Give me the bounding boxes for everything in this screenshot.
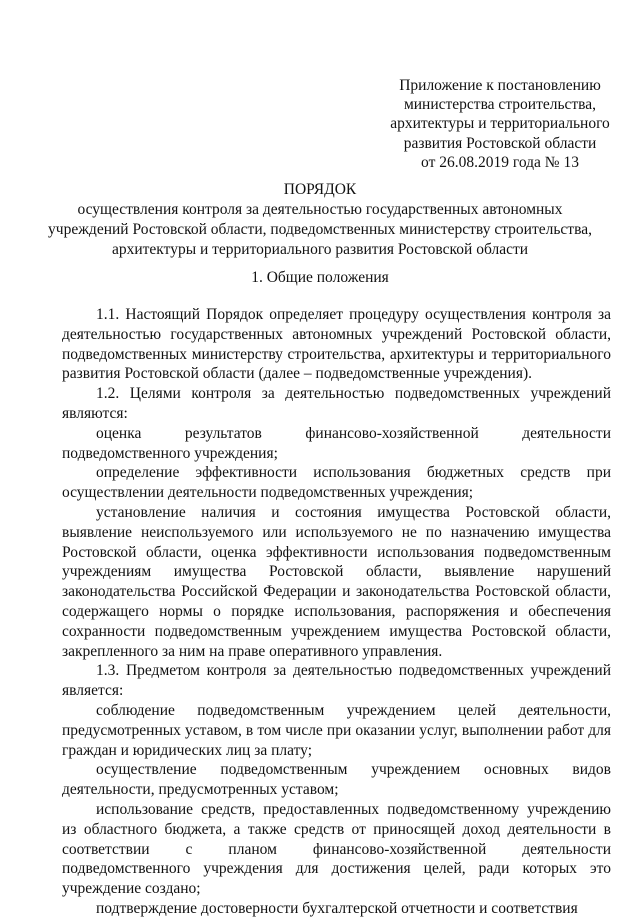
annex-line: Приложение к постановлению bbox=[399, 77, 601, 94]
document-title bbox=[40, 180, 600, 260]
title-heading: ПОРЯДОК bbox=[283, 181, 357, 198]
list-item: использование средств, предоставленных подведомственному учреждению из областного бюджета, а также средств от приносящей доход деятельности в соответствии с планом финансово-хозяйственной деятельности подведомственного учреждения для достижения целей, ради которых это учреждение создано; bbox=[62, 800, 611, 898]
list-item: установление наличия и состояния имущества Ростовской области, выявление неиспользуемого или используемого не по назначению имущества Ростовской области, оценка эффективности использования подведомственным учреждениям имущества Ростовской области, выявление нарушений законодательства Российской Федерации и законодательства Ростовской области, содержащего нормы о порядке использования, распоряжения и обеспечения сохранности подведомственным учреждением имущества Ростовской области, закрепленного за ним на праве оперативного управления. bbox=[62, 503, 611, 660]
paragraph-1-2: 1.2. Целями контроля за деятельностью подведомственных учреждений являются: bbox=[62, 385, 611, 422]
document-body bbox=[62, 305, 611, 919]
title-line: осуществления контроля за деятельностью государственных автономных bbox=[77, 201, 563, 218]
section-heading: 1. Общие положения bbox=[251, 269, 389, 286]
list-item: осуществление подведомственным учреждением основных видов деятельности, предусмотренных уставом; bbox=[62, 761, 611, 799]
title-line: архитектуры и территориального развития Ростовской области bbox=[111, 241, 529, 258]
annex-line: развития Ростовской области bbox=[403, 134, 597, 152]
annex-line: архитектуры и территориального bbox=[390, 115, 610, 133]
paragraph-1-3: 1.3. Предметом контроля за деятельностью подведомственных учреждений является: bbox=[62, 662, 611, 700]
list-item: оценка результатов финансово-хозяйственной деятельности подведомственного учреждения; bbox=[62, 424, 611, 462]
list-item: соблюдение подведомственным учреждением целей деятельности, предусмотренных уставом, в том числе при оказании услуг, выполнении работ для граждан и юридических лиц за плату; bbox=[62, 701, 611, 759]
annex-header bbox=[360, 76, 640, 172]
paragraph-1-1: 1.1. Настоящий Порядок определяет процедуру осуществления контроля за деятельностью государственных автономных учреждений Ростовской области, подведомственных министерству строительства, архитектуры и территориального развития Ростовской области (далее – подведомственные учреждения). bbox=[62, 306, 611, 383]
annex-line: министерства строительства, bbox=[403, 96, 597, 114]
list-item: определение эффективности использования бюджетных средств при осуществлении деятельности подведомственных учреждения; bbox=[62, 464, 611, 502]
title-line: учреждений Ростовской области, подведомственных министерству строительства, bbox=[48, 221, 592, 238]
annex-line: от 26.08.2019 года № 13 bbox=[421, 153, 579, 171]
list-item: подтверждение достоверности бухгалтерской отчетности и соответствия bbox=[96, 899, 578, 917]
